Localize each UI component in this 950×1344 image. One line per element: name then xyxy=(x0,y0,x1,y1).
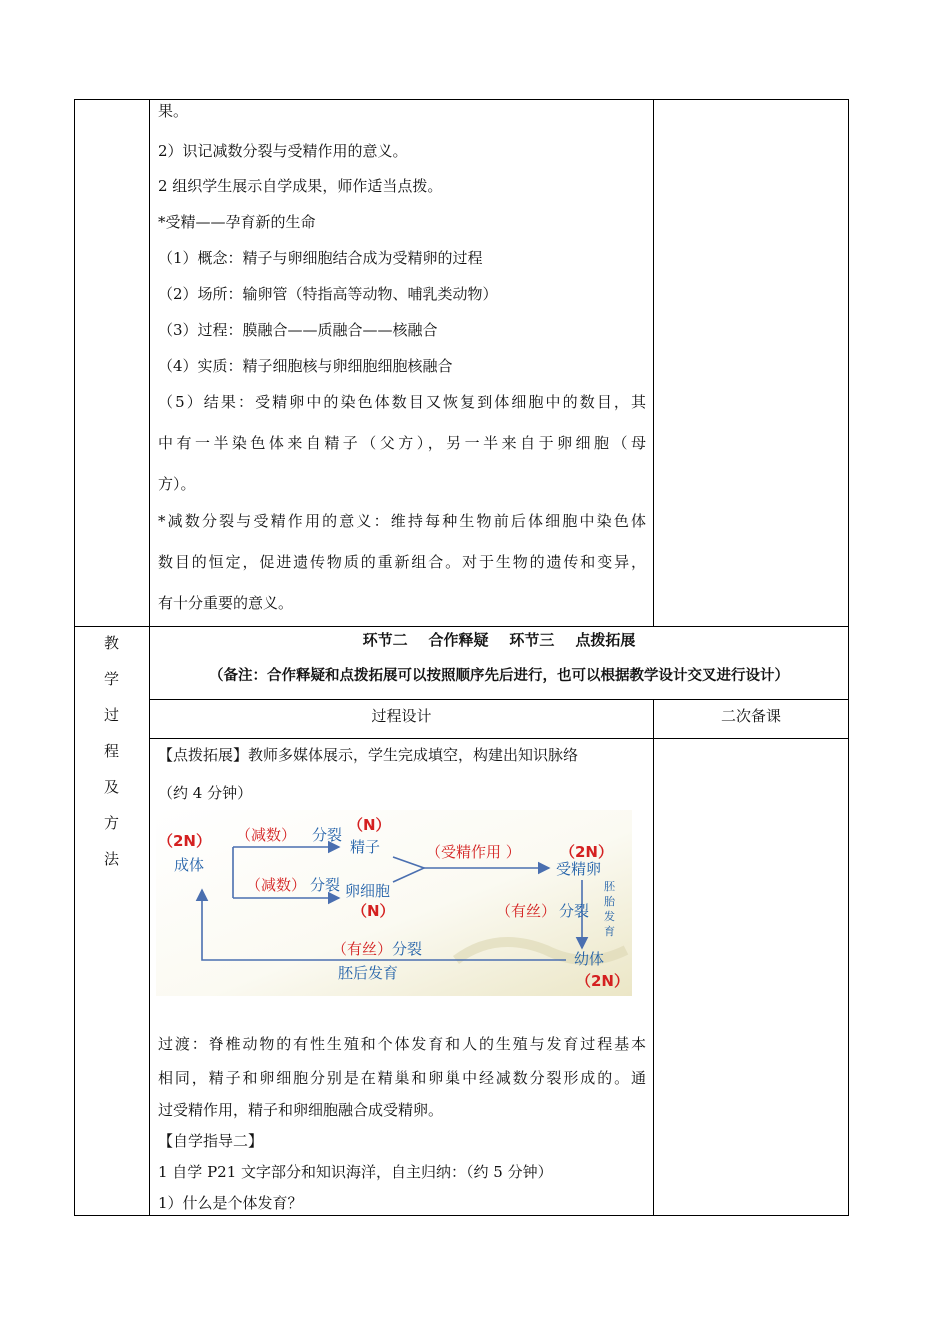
upper-line: 果。 xyxy=(158,102,189,120)
upper-line: *减数分裂与受精作用的意义：维持每种生物前后体细胞中染色体 xyxy=(158,512,646,530)
egg-ploidy-label: （N） xyxy=(352,902,395,920)
upper-line: 有十分重要的意义。 xyxy=(158,594,294,612)
top-fill-label: （减数） xyxy=(236,826,297,844)
side-label-char: 方 xyxy=(103,814,119,832)
sperm-ploidy-label: （N） xyxy=(348,816,391,834)
return-fill-label: （有丝） xyxy=(332,940,393,958)
upper-line: 中有一半染色体来自精子（父方），另一半来自于卵细胞（母 xyxy=(158,434,646,452)
embryo-dev-char: 胚 xyxy=(604,880,615,893)
upper-line: 数目的恒定，促进遗传物质的重新组合。对于生物的遗传和变异， xyxy=(158,553,646,571)
label-column-divider xyxy=(149,99,150,1216)
adult-label: 成体 xyxy=(174,856,205,874)
upper-line: 2 组织学生展示自学成果，师作适当点拨。 xyxy=(158,177,443,195)
upper-line: 方）。 xyxy=(158,475,196,493)
guide-line: 1 自学 P21 文字部分和知识海洋，自主归纳：（约 5 分钟） xyxy=(158,1163,553,1181)
transition-line: 过渡：脊椎动物的有性生殖和个体发育和人的生殖与发育过程基本 xyxy=(158,1035,646,1053)
embryo-dev-char: 胎 xyxy=(604,895,615,908)
upper-line: （3）过程：膜融合——质融合——核融合 xyxy=(158,321,438,339)
upper-line: *受精——孕育新的生命 xyxy=(158,213,316,231)
second-prep-column-header: 二次备课 xyxy=(720,707,781,725)
side-label-char: 过 xyxy=(103,706,119,724)
transition-line: 过受精作用，精子和卵细胞融合成受精卵。 xyxy=(158,1101,444,1119)
bottom-split-label: 分裂 xyxy=(310,876,341,894)
postembryonic-label: 胚后发育 xyxy=(338,964,399,982)
side-label-char: 程 xyxy=(103,742,119,760)
fertilization-fill-label: （受精作用 ） xyxy=(426,843,521,861)
life-cycle-diagram xyxy=(156,810,632,996)
side-label-char: 法 xyxy=(103,850,119,868)
side-label-char: 学 xyxy=(103,670,119,688)
sperm-label: 精子 xyxy=(350,838,381,856)
juvenile-label: 幼体 xyxy=(574,950,605,968)
side-label-char: 教 xyxy=(103,634,119,652)
lower-notes-divider xyxy=(653,699,654,1216)
transition-line: 相同，精子和卵细胞分别是在精巢和卵巢中经减数分裂形成的。通 xyxy=(158,1069,646,1087)
mitosis-fill-label: （有丝） xyxy=(496,902,557,920)
embryo-dev-char: 发 xyxy=(604,910,615,923)
upper-line: （2）场所：输卵管（特指高等动物、哺乳类动物） xyxy=(158,285,498,303)
table-top-border xyxy=(74,99,849,100)
upper-line: （5）结果：受精卵中的染色体数目又恢复到体细胞中的数目，其 xyxy=(158,393,646,411)
adult-ploidy-label: （2N） xyxy=(158,832,211,850)
header-row-divider xyxy=(149,699,849,700)
diagram-svg xyxy=(156,810,632,996)
side-label-char: 及 xyxy=(103,778,119,796)
upper-line: （1）概念：精子与卵细胞结合成为受精卵的过程 xyxy=(158,249,483,267)
top-split-label: 分裂 xyxy=(312,826,343,844)
return-split-label: 分裂 xyxy=(392,940,423,958)
section-note: （备注：合作释疑和点拨拓展可以按照顺序先后进行，也可以根据教学设计交叉进行设计） xyxy=(209,668,789,684)
column-header-divider xyxy=(149,738,849,739)
guide-title: 【自学指导二】 xyxy=(158,1132,264,1150)
egg-label: 卵细胞 xyxy=(345,882,391,900)
section-divider xyxy=(74,626,849,627)
mitosis-split-label: 分裂 xyxy=(559,902,590,920)
upper-notes-divider xyxy=(653,99,654,626)
intro-line: （约 4 分钟） xyxy=(158,784,253,802)
embryo-dev-char: 育 xyxy=(604,925,615,938)
table-right-border xyxy=(848,99,849,1216)
intro-line: 【点拨拓展】教师多媒体展示，学生完成填空，构建出知识脉络 xyxy=(158,746,579,764)
zygote-label: 受精卵 xyxy=(556,860,602,878)
process-column-header: 过程设计 xyxy=(371,707,432,725)
section-title: 环节二 合作释疑 环节三 点拨拓展 xyxy=(362,631,636,649)
juvenile-ploidy-label: （2N） xyxy=(576,972,629,990)
table-bottom-border xyxy=(74,1215,849,1216)
bottom-fill-label: （减数） xyxy=(246,876,307,894)
table-left-border xyxy=(74,99,75,1216)
upper-line: （4）实质：精子细胞核与卵细胞细胞核融合 xyxy=(158,357,453,375)
zygote-ploidy-label: （2N） xyxy=(560,843,613,861)
guide-line: 1）什么是个体发育？ xyxy=(158,1194,303,1212)
upper-line: 2）识记减数分裂与受精作用的意义。 xyxy=(158,142,408,160)
